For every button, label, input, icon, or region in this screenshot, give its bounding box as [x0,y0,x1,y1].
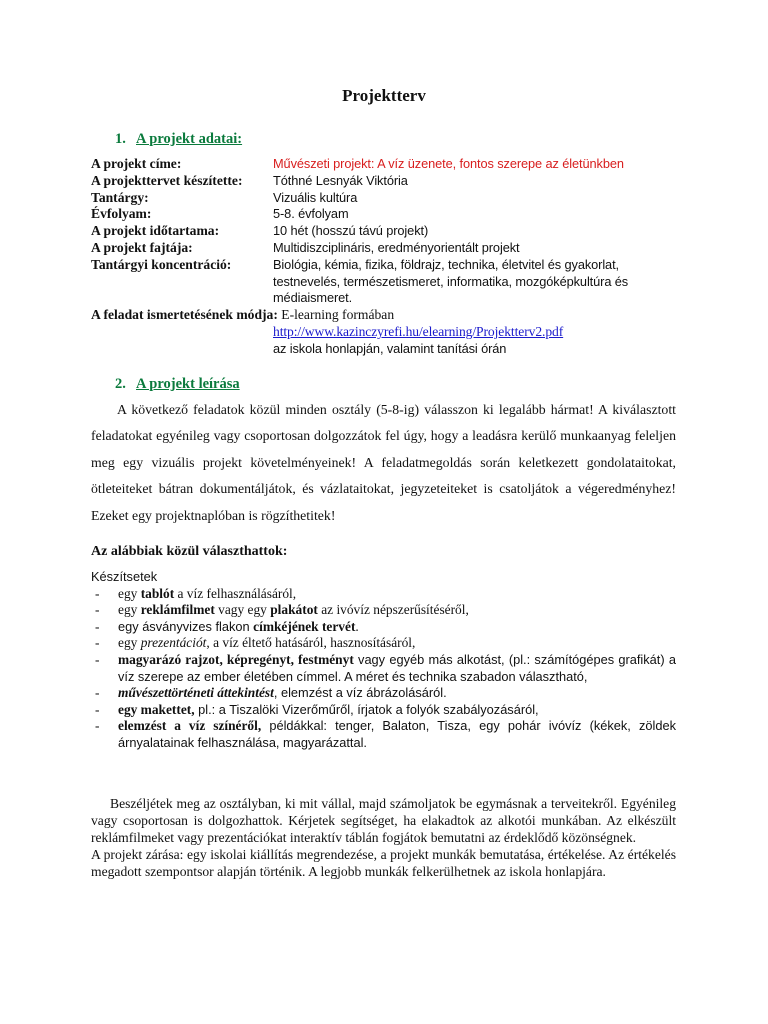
list-item: - egy reklámfilmet vagy egy plakátot az ivóvíz népszerűsítéséről, [95,602,469,618]
choices-intro: Készítsetek [91,569,158,584]
choices-list [91,586,676,752]
info-label: A projekt címe: [91,156,182,171]
info-label: Tantárgy: [91,189,149,205]
closing-paragraph: Beszéljétek meg az osztályban, ki mit vállal, majd számoljatok be egymásnak a terveitekről. Egyénileg vagy csoportosan is dolgozhattok. Kérjetek segítséget, ha elakadtok az alkotói munkában. Az elkészült reklámfilmeket vagy prezentációkat interaktív táblán fogjátok bemutatni az érdeklődő közönségnek. [91,796,676,845]
info-value-line: testnevelés, természetismeret, informatika, mozgóképkultúra és [273,273,629,289]
info-value: Tóthné Lesnyák Viktória [273,172,408,188]
info-label: Évfolyam: [91,206,152,222]
info-row-duration [91,223,691,240]
list-item: - egy ásványvizes flakon címkéjének tervét. [95,618,359,634]
description-paragraph: A következő feladatok közül minden osztály (5-8-ig) válasszon ki legalább hármat! A kiválasztott feladatokat egyénileg vagy csoportosan dolgozzátok fel úgy, hogy a leadásra kerülő munkaanyag feleljen meg egy vizuális projekt követelményeinek! A feladatmegoldás során keletkezett gondolataitokat, ötleteiteket bátran dokumentáljátok, és vázlataitokat, jegyzeteiteket is csatoljátok a végeredményhez! Ezeket egy projektnaplóban is rögzíthetitek! [91,402,676,523]
dash-bullet: - [95,585,100,601]
info-row-grade [91,206,691,223]
info-value: Vizuális kultúra [273,189,358,205]
dash-bullet: - [95,618,100,634]
info-row-link [91,324,691,341]
section-title: A projekt leírása [136,376,240,392]
list-item: - elemzést a víz színéről, példákkal: tenger, Balaton, Tisza, egy pohár ivóvíz (kékek, zöldek árnyalatainak felhasználása, magyarázattal. [95,718,677,750]
choices-heading: Az alábbiak közül választhattok: [91,544,288,559]
info-label: Tantárgyi koncentráció: [91,256,232,272]
dash-bullet: - [95,685,100,701]
info-value-line: Biológia, kémia, fizika, földrajz, technika, életvitel és gyakorlat, [273,256,619,272]
info-row-note [91,341,691,358]
section-number: 2. [115,376,126,392]
info-row-concentration [91,257,691,307]
section-title: A projekt adatai: [136,131,243,147]
info-value: 5-8. évfolyam [273,206,349,222]
dash-bullet: - [95,602,100,618]
info-value [273,257,691,307]
list-item: - egy makettet, pl.: a Tiszalöki Vizerőműről, írjatok a folyók szabályozásáról, [95,701,539,717]
section-number: 1. [115,131,126,147]
info-value-line: médiaismeret. [273,290,353,306]
page-title: Projektterv [342,86,426,105]
info-value: az iskola honlapján, valamint tanítási órán [273,340,507,356]
dash-bullet: - [95,718,100,734]
info-value: E-learning formában [281,307,395,323]
closing-section [91,795,676,880]
closing-paragraph: A projekt zárása: egy iskolai kiállítás megrendezése, a projekt munkák bemutatása, értékelése. Az értékelés megadott szempontsor alapján történik. A legjobb munkák felkerülhetnek az iskola honlapjára. [91,847,676,879]
list-item: - művészettörténeti áttekintést, elemzést a víz ábrázolásáról. [95,685,447,701]
dash-bullet: - [95,651,100,667]
info-label: A feladat ismertetésének módja: [91,307,278,323]
section-heading-project-data [115,131,242,148]
project-info-table [91,156,691,358]
info-label: A projekt fajtája: [91,239,193,255]
project-link[interactable]: http://www.kazinczyrefi.hu/elearning/Projektterv2.pdf [273,323,564,339]
info-label: A projekttervet készítette: [91,172,243,188]
list-item: - egy prezentációt, a víz éltető hatásáról, hasznosításáról, [95,635,416,651]
dash-bullet: - [95,635,100,651]
info-value: 10 hét (hosszú távú projekt) [273,223,429,239]
choices-list-block [91,569,676,752]
info-row-title [91,156,691,173]
info-value: Multidiszciplináris, eredményorientált projekt [273,239,520,255]
list-item: - magyarázó rajzot, képregényt, festményt vagy egyéb más alkotást, (pl.: számítógépes grafikát) a víz szerepe az ember életében címmel. A méret és technika szabadon választható, [95,651,676,684]
info-row-author [91,173,691,190]
info-value: Művészeti projekt: A víz üzenete, fontos szerepe az életünkben [273,156,624,171]
info-row-subject [91,190,691,207]
info-row-mode [91,307,691,324]
section-heading-description [115,376,240,393]
dash-bullet: - [95,701,100,717]
list-item: - egy tablót a víz felhasználásáról, [95,585,297,601]
info-label: A projekt időtartama: [91,223,220,239]
info-row-type [91,240,691,257]
